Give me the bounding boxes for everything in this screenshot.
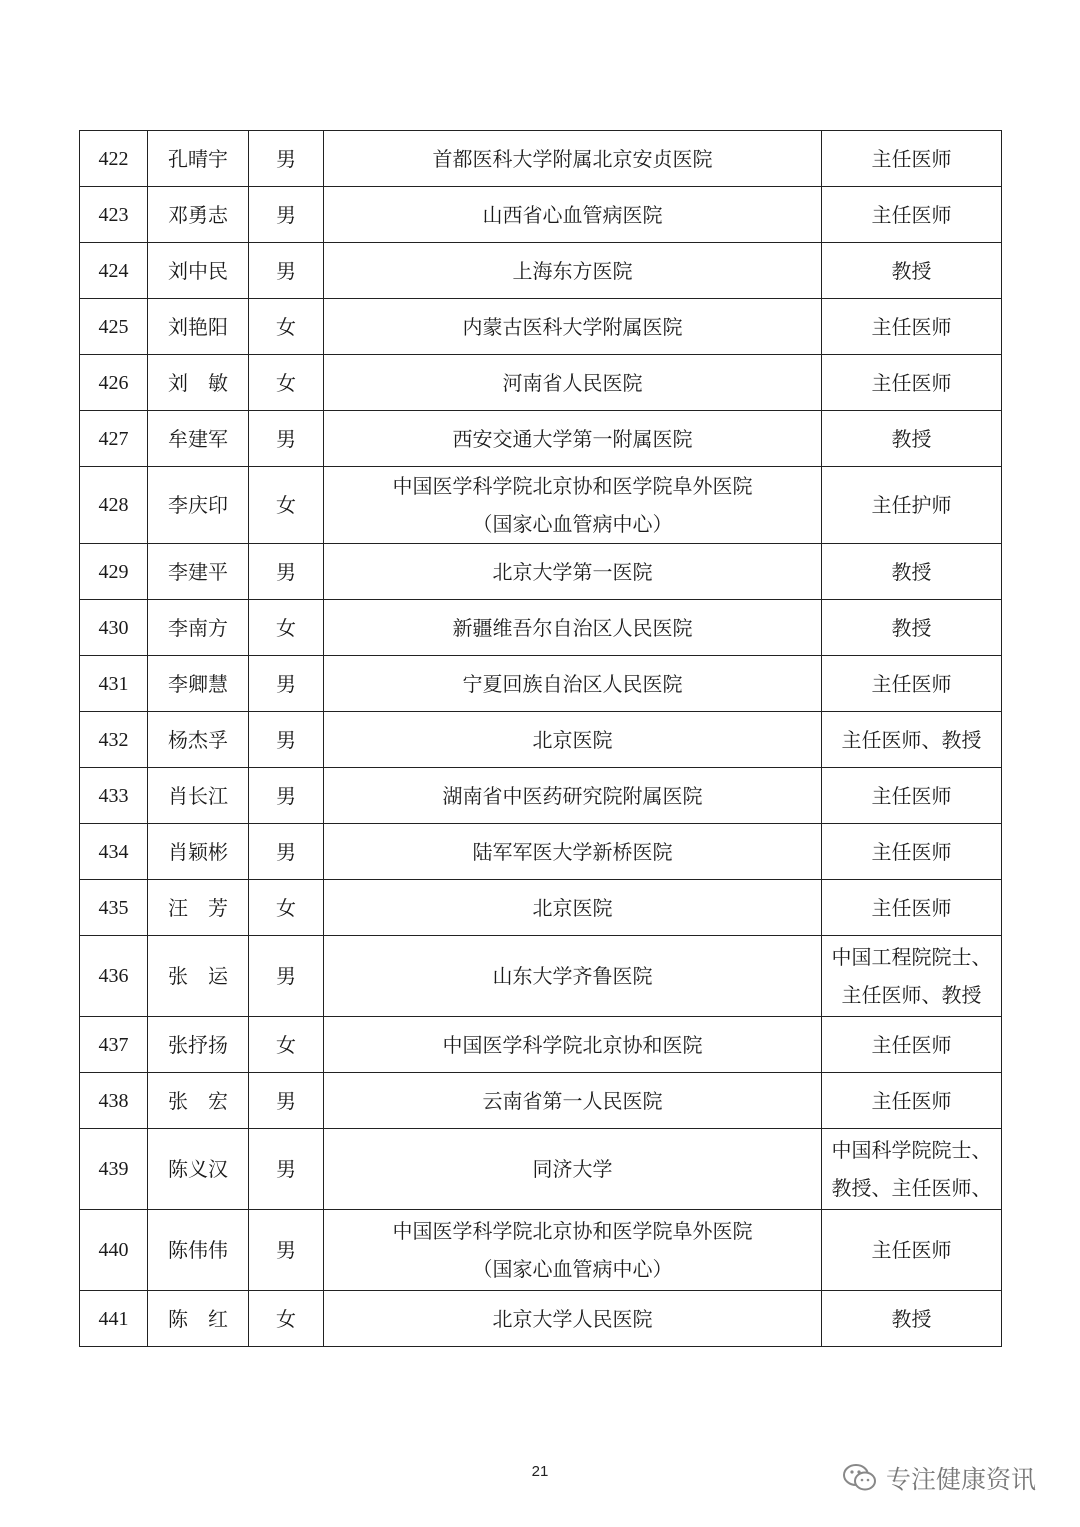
professional-title [822, 1129, 1002, 1210]
gender: 女 [249, 1291, 324, 1347]
personnel-table [79, 130, 1002, 1347]
row-number: 427 [80, 411, 148, 467]
table-row [80, 1073, 1002, 1129]
hospital [324, 1017, 822, 1073]
gender: 男 [249, 544, 324, 600]
gender: 女 [249, 880, 324, 936]
hospital-line: 北京医院 [532, 727, 613, 752]
professional-title [822, 1017, 1002, 1073]
hospital-line: 中国医学科学院北京协和医学院阜外医院 [392, 474, 753, 498]
gender: 男 [249, 1129, 324, 1210]
hospital-line: 北京大学第一医院 [492, 559, 653, 584]
row-number: 438 [80, 1073, 148, 1129]
watermark-text: 专注健康资讯 [886, 1465, 1037, 1494]
gender: 男 [249, 1210, 324, 1291]
gender: 女 [249, 355, 324, 411]
person-name: 陈 红 [148, 1291, 249, 1347]
person-name: 张 运 [148, 936, 249, 1017]
professional-title [822, 1073, 1002, 1129]
hospital [324, 544, 822, 600]
person-name: 刘 敏 [148, 355, 249, 411]
hospital [324, 299, 822, 355]
title-line: 主任医师 [871, 202, 952, 227]
table-row [80, 768, 1002, 824]
gender: 男 [249, 768, 324, 824]
hospital-line: 陆军军医大学新桥医院 [472, 839, 673, 864]
person-name: 邓勇志 [148, 187, 249, 243]
table-row [80, 299, 1002, 355]
table-body [80, 131, 1002, 1347]
row-number: 435 [80, 880, 148, 936]
hospital [324, 243, 822, 299]
title-line: 中国科学院院士、 [831, 1138, 992, 1162]
person-name: 刘中民 [148, 243, 249, 299]
watermark [842, 1458, 1036, 1498]
page-number: 21 [531, 1463, 549, 1480]
hospital-line: 山西省心血管病医院 [482, 202, 663, 227]
gender: 男 [249, 824, 324, 880]
table-row [80, 712, 1002, 768]
hospital [324, 824, 822, 880]
table-row [80, 824, 1002, 880]
person-name: 牟建军 [148, 411, 249, 467]
hospital-line: 首都医科大学附属北京安贞医院 [432, 146, 713, 171]
hospital [324, 1291, 822, 1347]
title-line: 教授 [891, 615, 932, 640]
title-line: 主任医师、教授 [841, 983, 982, 1007]
professional-title [822, 243, 1002, 299]
hospital-line: 山东大学齐鲁医院 [492, 964, 653, 988]
hospital [324, 656, 822, 712]
professional-title [822, 544, 1002, 600]
title-line: 教授 [891, 1306, 932, 1331]
hospital-line: 新疆维吾尔自治区人民医院 [452, 615, 693, 640]
table-row [80, 600, 1002, 656]
hospital [324, 1129, 822, 1210]
professional-title [822, 1210, 1002, 1291]
hospital-line: 中国医学科学院北京协和医学院阜外医院 [392, 1219, 753, 1243]
table-row [80, 411, 1002, 467]
hospital-line: 内蒙古医科大学附属医院 [462, 314, 683, 339]
hospital [324, 712, 822, 768]
hospital [324, 936, 822, 1017]
table-row [80, 1017, 1002, 1073]
person-name: 陈义汉 [148, 1129, 249, 1210]
hospital-line: 上海东方医院 [512, 258, 633, 283]
person-name: 刘艳阳 [148, 299, 249, 355]
person-name: 张抒扬 [148, 1017, 249, 1073]
person-name: 李卿慧 [148, 656, 249, 712]
row-number: 423 [80, 187, 148, 243]
hospital [324, 1073, 822, 1129]
person-name: 汪 芳 [148, 880, 249, 936]
row-number: 434 [80, 824, 148, 880]
gender: 男 [249, 1073, 324, 1129]
gender: 女 [249, 467, 324, 544]
title-line: 主任医师 [871, 1238, 952, 1262]
row-number: 433 [80, 768, 148, 824]
hospital [324, 880, 822, 936]
row-number: 437 [80, 1017, 148, 1073]
title-line: 中国工程院院士、 [831, 945, 992, 969]
hospital-line: 宁夏回族自治区人民医院 [462, 671, 683, 696]
title-line: 教授 [891, 559, 932, 584]
table-row [80, 880, 1002, 936]
gender: 男 [249, 243, 324, 299]
title-line: 主任医师 [871, 839, 952, 864]
professional-title [822, 712, 1002, 768]
person-name: 肖长江 [148, 768, 249, 824]
hospital-line: 西安交通大学第一附属医院 [452, 426, 693, 451]
table-row [80, 187, 1002, 243]
table-row [80, 355, 1002, 411]
title-line: 教授 [891, 426, 932, 451]
hospital [324, 187, 822, 243]
professional-title [822, 1291, 1002, 1347]
title-line: 主任医师 [871, 314, 952, 339]
title-line: 主任医师 [871, 671, 952, 696]
hospital [324, 411, 822, 467]
row-number: 425 [80, 299, 148, 355]
title-line: 教授 [891, 258, 932, 283]
person-name: 陈伟伟 [148, 1210, 249, 1291]
table-row [80, 544, 1002, 600]
gender: 女 [249, 600, 324, 656]
hospital-line: 中国医学科学院北京协和医院 [442, 1032, 703, 1057]
person-name: 张 宏 [148, 1073, 249, 1129]
title-line: 主任医师、教授 [841, 727, 982, 752]
row-number: 426 [80, 355, 148, 411]
person-name: 杨杰孚 [148, 712, 249, 768]
professional-title [822, 768, 1002, 824]
row-number: 432 [80, 712, 148, 768]
gender: 男 [249, 712, 324, 768]
table-row [80, 467, 1002, 544]
professional-title [822, 411, 1002, 467]
table-row [80, 1210, 1002, 1291]
hospital [324, 467, 822, 544]
hospital [324, 768, 822, 824]
table-row [80, 656, 1002, 712]
row-number: 430 [80, 600, 148, 656]
hospital [324, 355, 822, 411]
title-line: 主任医师 [871, 895, 952, 920]
gender: 男 [249, 187, 324, 243]
row-number: 440 [80, 1210, 148, 1291]
hospital-line: 北京医院 [532, 895, 613, 920]
person-name: 李建平 [148, 544, 249, 600]
hospital-line: 北京大学人民医院 [492, 1306, 653, 1331]
title-line: 主任医师 [871, 1088, 952, 1113]
row-number: 431 [80, 656, 148, 712]
professional-title [822, 936, 1002, 1017]
professional-title [822, 600, 1002, 656]
row-number: 422 [80, 131, 148, 187]
professional-title [822, 824, 1002, 880]
table-row [80, 1291, 1002, 1347]
gender: 男 [249, 936, 324, 1017]
professional-title [822, 187, 1002, 243]
wechat-icon [842, 1462, 878, 1494]
professional-title [822, 656, 1002, 712]
person-name: 孔晴宇 [148, 131, 249, 187]
row-number: 429 [80, 544, 148, 600]
table-row [80, 131, 1002, 187]
row-number: 436 [80, 936, 148, 1017]
person-name: 李庆印 [148, 467, 249, 544]
gender: 女 [249, 1017, 324, 1073]
hospital [324, 600, 822, 656]
professional-title [822, 467, 1002, 544]
row-number: 439 [80, 1129, 148, 1210]
hospital-line: （国家心血管病中心） [472, 1257, 673, 1281]
hospital-line: 云南省第一人民医院 [482, 1088, 663, 1113]
title-line: 主任护师 [871, 493, 952, 517]
hospital [324, 1210, 822, 1291]
table-row [80, 936, 1002, 1017]
gender: 女 [249, 299, 324, 355]
hospital-line: 湖南省中医药研究院附属医院 [442, 783, 703, 808]
professional-title [822, 299, 1002, 355]
person-name: 肖颖彬 [148, 824, 249, 880]
row-number: 441 [80, 1291, 148, 1347]
professional-title [822, 131, 1002, 187]
title-line: 主任医师 [871, 1032, 952, 1057]
row-number: 428 [80, 467, 148, 544]
title-line: 主任医师 [871, 370, 952, 395]
hospital-line: （国家心血管病中心） [472, 512, 673, 536]
hospital-line: 河南省人民医院 [502, 370, 643, 395]
person-name: 李南方 [148, 600, 249, 656]
hospital [324, 131, 822, 187]
professional-title [822, 355, 1002, 411]
title-line: 教授、主任医师、 [831, 1176, 992, 1200]
row-number: 424 [80, 243, 148, 299]
hospital-line: 同济大学 [532, 1157, 613, 1181]
gender: 男 [249, 131, 324, 187]
table-row [80, 243, 1002, 299]
gender: 男 [249, 656, 324, 712]
title-line: 主任医师 [871, 783, 952, 808]
professional-title [822, 880, 1002, 936]
title-line: 主任医师 [871, 146, 952, 171]
table-row [80, 1129, 1002, 1210]
gender: 男 [249, 411, 324, 467]
